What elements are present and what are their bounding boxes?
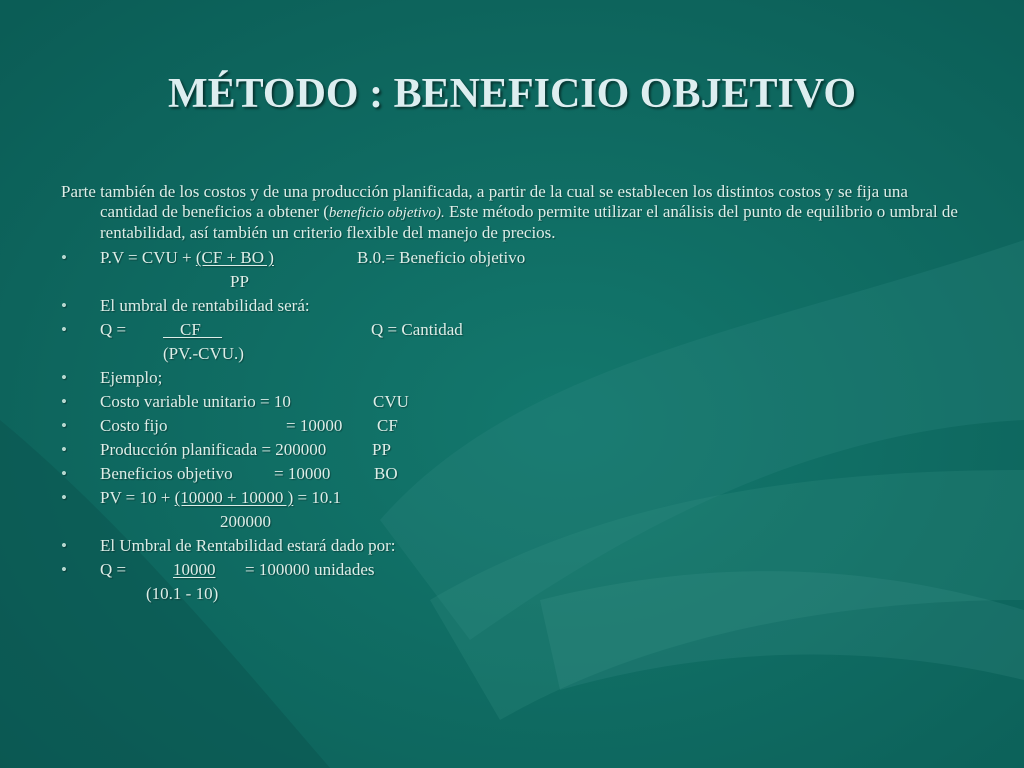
pv-formula-lhs-text: P.V = CVU + bbox=[100, 248, 196, 267]
pv-formula-note: B.0.= Beneficio objetivo bbox=[357, 248, 526, 267]
bullet-item-pp bbox=[61, 438, 961, 462]
intro-paragraph bbox=[61, 182, 961, 243]
bullet-icon: • bbox=[61, 488, 67, 507]
bullet-item-ejemplo bbox=[61, 366, 961, 390]
slide-title: MÉTODO : BENEFICIO OBJETIVO bbox=[168, 71, 856, 117]
bullet-item-bo bbox=[61, 462, 961, 486]
cf-label: Costo fijo bbox=[100, 416, 168, 435]
bo-value: = 10000 bbox=[274, 464, 331, 483]
pv-calc-numerator: (10000 + 10000 ) bbox=[174, 488, 294, 507]
pv-calc-denominator-line bbox=[61, 510, 961, 534]
bullet-icon: • bbox=[61, 536, 67, 555]
bullet-icon: • bbox=[61, 560, 67, 579]
cf-value: = 10000 bbox=[286, 416, 343, 435]
q-formula-denominator-line bbox=[61, 342, 961, 366]
q-calc-denominator: (10.1 - 10) bbox=[146, 584, 219, 603]
umbral-text: El umbral de rentabilidad será: bbox=[100, 296, 310, 315]
pp-label: Producción planificada = 200000 bbox=[100, 440, 327, 459]
pv-calc-lhs: PV = 10 + bbox=[100, 488, 175, 507]
cf-abbr: CF bbox=[377, 416, 398, 435]
q-formula-note: Q = Cantidad bbox=[371, 320, 463, 339]
pp-abbr: PP bbox=[372, 440, 391, 459]
pv-calc-line bbox=[100, 486, 341, 510]
q-calc-result: = 100000 unidades bbox=[245, 560, 375, 579]
bullet-item-cvu bbox=[61, 390, 961, 414]
bo-label: Beneficios objetivo bbox=[100, 464, 233, 483]
bullet-item-umbral-final bbox=[61, 534, 961, 558]
umbral-final-text: El Umbral de Rentabilidad estará dado por: bbox=[100, 536, 396, 555]
cvu-abbr: CVU bbox=[373, 392, 409, 411]
pv-formula-denominator: PP bbox=[230, 272, 249, 291]
cvu-label: Costo variable unitario = 10 bbox=[100, 392, 291, 411]
bullet-item-umbral bbox=[61, 294, 961, 318]
bullet-icon: • bbox=[61, 296, 67, 315]
pv-calc-result: = 10.1 bbox=[293, 488, 342, 507]
bullet-icon: • bbox=[61, 248, 67, 267]
q-formula-denominator: (PV.-CVU.) bbox=[163, 344, 244, 363]
q-calc-numerator: 10000 bbox=[173, 560, 216, 579]
bullet-item-pv-calc bbox=[61, 486, 961, 510]
bullet-item-cf bbox=[61, 414, 961, 438]
bullet-item-q-calc bbox=[61, 558, 961, 582]
bullet-icon: • bbox=[61, 368, 67, 387]
intro-italic: beneficio objetivo). bbox=[328, 205, 445, 221]
q-formula-lhs: Q = bbox=[100, 320, 127, 339]
slide-content bbox=[61, 182, 961, 606]
bo-abbr: BO bbox=[374, 464, 398, 483]
pv-formula-lhs bbox=[100, 246, 274, 270]
q-calc-denominator-line bbox=[61, 582, 961, 606]
bullet-icon: • bbox=[61, 440, 67, 459]
bullet-icon: • bbox=[61, 464, 67, 483]
intro-text-1: Parte también de los costos y de una producción planificada, a partir de la cual se establecen los distintos costos y se fija una cantidad de beneficios a obtener ( bbox=[61, 182, 908, 221]
q-formula-numerator: CF bbox=[163, 320, 223, 339]
pv-formula-numerator: (CF + BO ) bbox=[195, 248, 274, 267]
pv-calc-denominator: 200000 bbox=[220, 512, 271, 531]
bullet-icon: • bbox=[61, 320, 67, 339]
bullet-icon: • bbox=[61, 392, 67, 411]
intro-text-2: Este método permite utilizar el análisis del punto de equilibrio o umbral de rentabilidad, así también un criterio flexible del manejo de precios. bbox=[100, 202, 958, 242]
q-calc-lhs: Q = bbox=[100, 560, 127, 579]
bullet-item-pv-formula bbox=[61, 246, 961, 270]
pv-formula-denominator-line bbox=[61, 270, 961, 294]
bullet-item-q-formula bbox=[61, 318, 961, 342]
bullet-icon: • bbox=[61, 416, 67, 435]
ejemplo-text: Ejemplo; bbox=[100, 368, 163, 387]
